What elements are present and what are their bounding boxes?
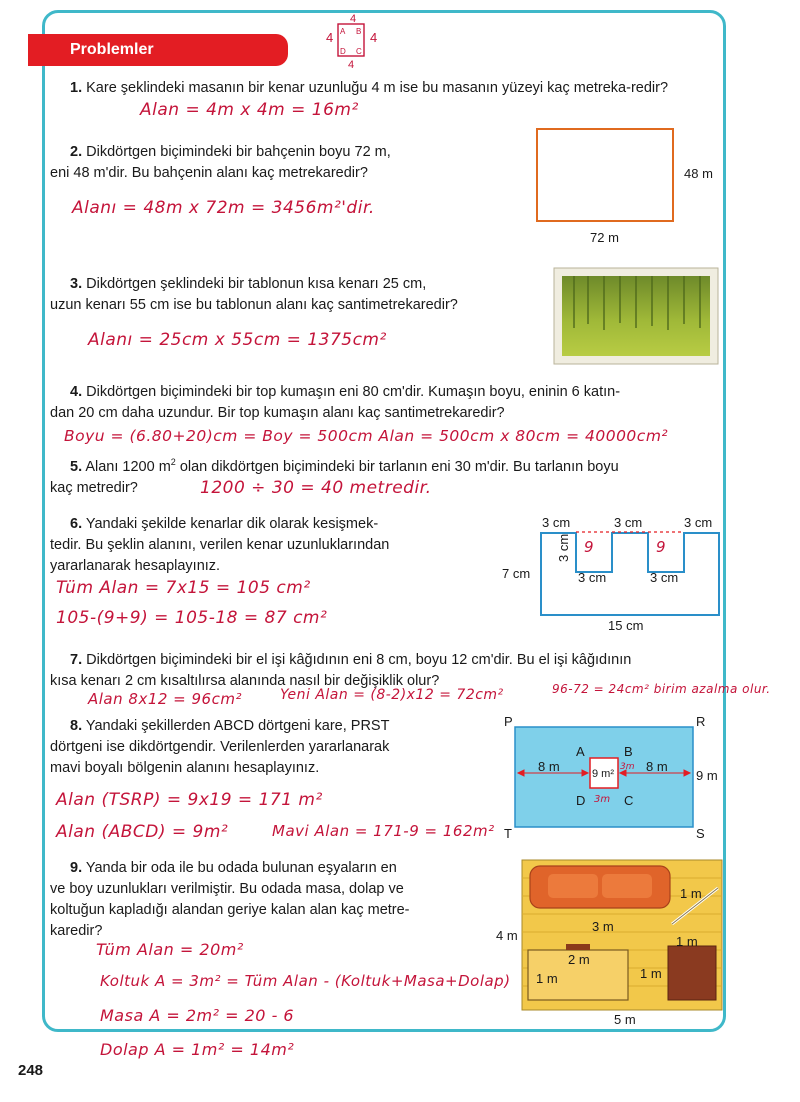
problem-9-number: 9. [70,860,83,876]
garden-width-label: 72 m [590,230,619,245]
problem-4-text [50,382,730,424]
problem-6-line3: yararlanarak hesaplayınız. [50,558,221,574]
problem-6-answer-1: Tüm Alan = 7x15 = 105 cm² [56,578,311,598]
problem-7-answer-3: 96-72 = 24cm² birim azalma olur. [552,682,771,696]
problem-8-line2: dörtgeni ise dikdörtgendir. Verilenlerden yararlanarak [50,739,390,755]
fig6-top-2: 3 cm [614,515,643,530]
problem-9-line2: ve boy uzunlukları verilmiştir. Bu odada masa, dolap ve [50,881,404,897]
fig8-right-length: 8 m [646,759,668,774]
sofa-cushion-right [602,874,652,898]
problem-6-number: 6. [70,516,83,532]
problem-9-answer-3: Masa A = 2m² = 20 - 6 [100,1006,295,1025]
garden-rect [537,129,673,221]
problem-3-number: 3. [70,276,83,292]
fig6-left: 7 cm [502,566,531,581]
problem-1-question: Kare şeklindeki masanın bir kenar uzunluğu 4 m ise bu masanın yüzeyi kaç metreka-redir? [86,80,669,96]
problem-3-line2: uzun kenarı 55 cm ise bu tablonun alanı kaç santimetrekaredir? [50,297,458,313]
fig6-bottom: 15 cm [608,618,644,633]
problem-9-line4: karedir? [50,923,103,939]
garden-figure [536,128,676,222]
garden-height-label: 48 m [684,166,713,181]
table-width: 2 m [568,952,590,967]
top-sketch [320,12,390,72]
cabinet-width: 1 m [676,934,698,949]
table-height: 1 m [536,971,558,986]
problem-5-answer: 1200 ÷ 30 = 40 metredir. [200,478,432,498]
problem-3-text [50,274,530,316]
fig8-handwritten-side: 3m [620,762,635,772]
problem-8-line3: mavi boyalı bölgenin alanını hesaplayınız. [50,760,320,776]
problem-5-number: 5. [70,458,83,475]
fig8-b: B [624,744,633,759]
problem-7-line1: Dikdörtgen biçimindeki bir el işi kâğıdının eni 8 cm, boyu 12 cm'dir. Bu el işi kâğıdının [86,652,632,668]
table-item [566,944,590,950]
problem-3-line1: Dikdörtgen şeklindeki bir tablonun kısa kenarı 25 cm, [86,276,427,292]
problem-9-answer-4: Dolap A = 1m² = 14m² [100,1040,295,1059]
problem-2-text [50,142,490,184]
fig6-handwritten-9-a: 9 [584,538,594,556]
problem-4-answer: Boyu = (6.80+20)cm = Boy = 500cm Alan = 500cm x 80cm = 40000cm² [64,427,669,445]
fig8-left-length: 8 m [538,759,560,774]
room-height: 4 m [496,928,518,943]
fig6-bottom-2: 3 cm [650,570,679,585]
sketch-b: B [356,27,362,36]
cabinet-height: 1 m [640,966,662,981]
problem-6-text [50,514,470,577]
problem-9-answer-2: Koltuk A = 3m² = Tüm Alan - (Koltuk+Masa+Dolap) [100,972,511,990]
problem-2-answer: Alanı = 48m x 72m = 3456m²'dir. [72,198,375,218]
fig6-top-1: 3 cm [542,515,571,530]
sketch-d: D [340,47,346,56]
fig8-handwritten-bottom: 3m [594,794,611,805]
sketch-top: 4 [350,13,357,25]
problem-6-answer-2: 105-(9+9) = 105-18 = 87 cm² [56,608,328,628]
problem-8-text [50,716,470,779]
problem-8-answer-2: Alan (ABCD) = 9m² [56,822,229,842]
problem-5-line1b: olan dikdörtgen biçimindeki bir tarlanın eni 30 m'dir. Bu tarlanın boyu [175,458,619,475]
problem-1-number: 1. [70,80,83,96]
problem-6-line2: tedir. Bu şeklin alanını, verilen kenar uzunluklarından [50,537,390,553]
sofa-length: 3 m [592,919,614,934]
fig8-t: T [504,826,512,841]
fig8-center-area: 9 m² [592,768,614,780]
section-banner: Problemler [28,34,288,66]
sketch-bottom: 4 [348,59,355,71]
problem-3-answer: Alanı = 25cm x 55cm = 1375cm² [88,330,387,350]
fig8-s: S [696,826,705,841]
problem-8-number: 8. [70,718,83,734]
problem-1-answer: Alan = 4m x 4m = 16m² [140,100,359,120]
problem-7-answer-1: Alan 8x12 = 96cm² [88,690,242,708]
problem-5-line1a: Alanı 1200 m [85,458,171,475]
problem-4-number: 4. [70,384,83,400]
problem-9-answer-1: Tüm Alan = 20m² [96,940,244,959]
problem-9-line1: Yanda bir oda ile bu odada bulunan eşyaların en [85,860,397,876]
fig8-a: A [576,744,585,759]
problem-8-line1: Yandaki şekillerden ABCD dörtgeni kare, PRST [85,718,390,734]
problem-6-line1: Yandaki şekilde kenarlar dik olarak kesişmek- [85,516,379,532]
problem-7-answer-2: Yeni Alan = (8-2)x12 = 72cm² [280,687,504,703]
problem-8-answer-3: Mavi Alan = 171-9 = 162m² [272,822,495,840]
problem-5-sup: 2 [170,457,176,467]
problem-2-line2: eni 48 m'dir. Bu bahçenin alanı kaç metrekaredir? [50,165,368,181]
sofa-cushion-left [548,874,598,898]
fig8-height: 9 m [696,768,718,783]
sketch-right: 4 [370,30,378,45]
fig8-r: R [696,714,706,729]
problem-7-line2: kısa kenarı 2 cm kısaltılırsa alanında nasıl bir değişiklik olur? [50,673,440,689]
problem-7-number: 7. [70,652,83,668]
room-width: 5 m [614,1012,636,1027]
problem-8-answer-1: Alan (TSRP) = 9x19 = 171 m² [56,790,323,810]
page-number: 248 [18,1062,44,1079]
cabinet [668,946,716,1000]
problem-5-line2: kaç metredir? [50,479,138,496]
fig8-c: C [624,793,634,808]
fig6-handwritten-9-b: 9 [656,538,666,556]
problem-9-line3: koltuğun kapladığı alandan geriye kalan alan kaç metre- [50,902,410,918]
fig8-p: P [504,714,513,729]
fig6-bottom-1: 3 cm [578,570,607,585]
sketch-c: C [356,47,362,56]
sketch-a: A [340,27,346,36]
problem-4-line1: Dikdörtgen biçimindeki bir top kumaşın eni 80 cm'dir. Kumaşın boyu, eninin 6 katın- [86,384,621,400]
fig8-d: D [576,793,586,808]
problem-1-text [50,78,722,99]
door-length: 1 m [680,886,702,901]
problem-4-line2: dan 20 cm daha uzundur. Bir top kumaşın alanı kaç santimetrekaredir? [50,405,505,421]
fig6-inner-height: 3 cm [556,533,571,562]
sketch-left: 4 [326,30,334,45]
problem-2-number: 2. [70,144,83,160]
painting-figure [554,268,718,364]
problem-9-text [50,858,470,942]
fig6-top-3: 3 cm [684,515,713,530]
problem-2-line1: Dikdörtgen biçimindeki bir bahçenin boyu 72 m, [86,144,391,160]
